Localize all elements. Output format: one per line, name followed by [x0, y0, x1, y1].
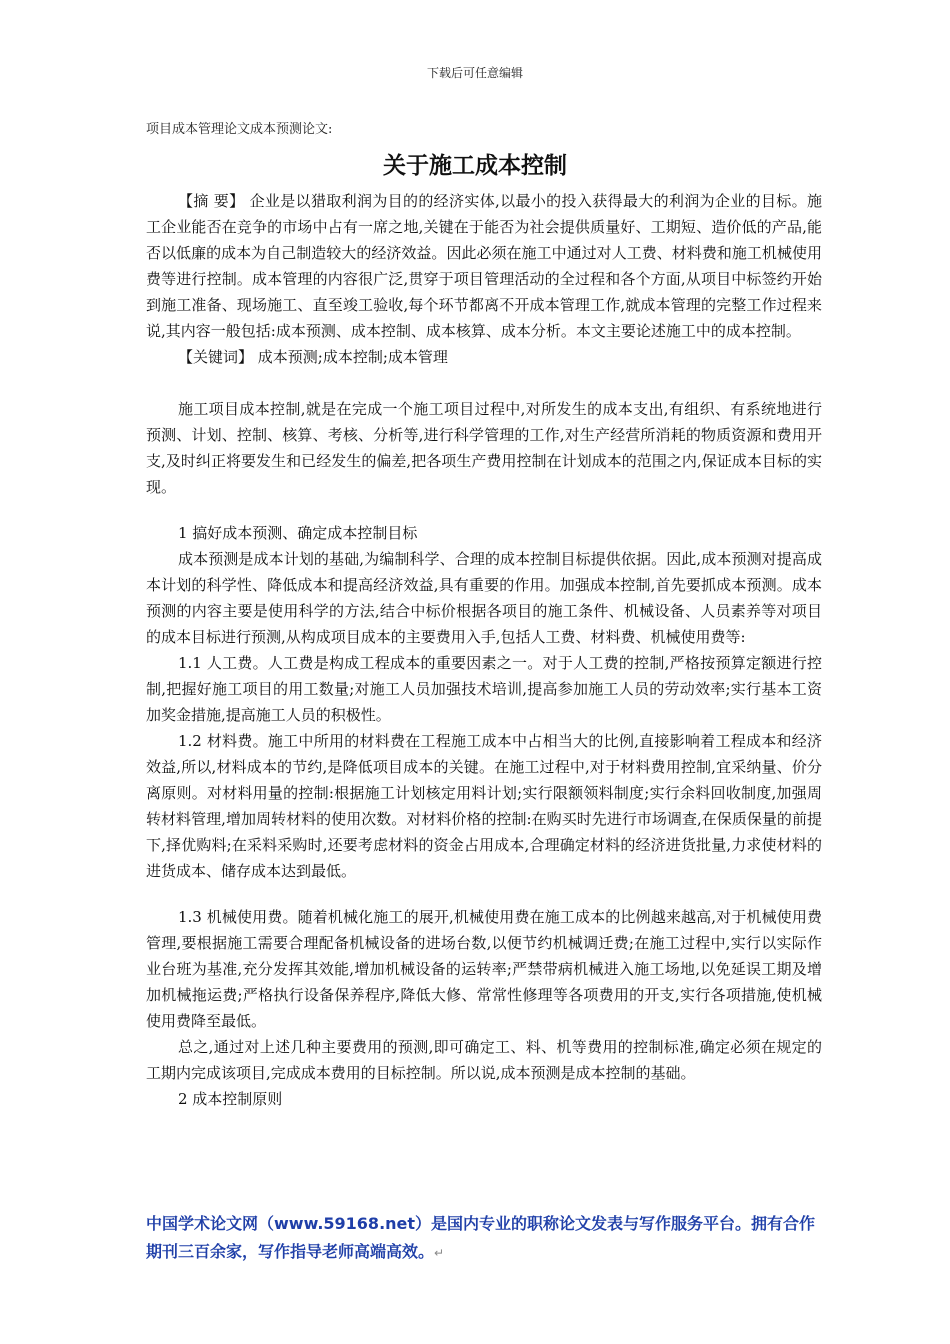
section2-heading: 2 成本控制原则 — [178, 1090, 283, 1108]
abstract-paragraph — [146, 188, 822, 344]
footer-ad — [146, 1210, 822, 1267]
abstract-label: 【摘 要】 — [178, 192, 245, 210]
summary-paragraph: 总之,通过对上述几种主要费用的预测,即可确定工、料、机等费用的控制标准,确定必须在规定的工期内完成该项目,完成成本费用的目标控制。所以说,成本预测是成本控制的基础。 — [146, 1038, 822, 1082]
section1-3-paragraph: 1.3 机械使用费。随着机械化施工的展开,机械使用费在施工成本的比例越来越高,对于机械使用费管理,要根据施工需要合理配备机械设备的进场台数,以便节约机械调迁费;在施工过程中,实行以实际作业台班为基准,充分发挥其效能,增加机械设备的运转率;严禁带病机械进入施工场地,以免延误工期及增加机械拖运费;严格执行设备保养程序,降低大修、常常性修理等各项费用的开支,实行各项措施,使机械使用费降至最低。 — [146, 908, 822, 1030]
intro-paragraph: 施工项目成本控制,就是在完成一个施工项目过程中,对所发生的成本支出,有组织、有系统地进行预测、计划、控制、核算、考核、分析等,进行科学管理的工作,对生产经营所消耗的物质资源和费用开支,及时纠正将要发生和已经发生的偏差,把各项生产费用控制在计划成本的范围之内,保证成本目标的实现。 — [146, 400, 822, 496]
section1-2-paragraph: 1.2 材料费。施工中所用的材料费在工程施工成本中占相当大的比例,直接影响着工程成本和经济效益,所以,材料成本的节约,是降低项目成本的关键。在施工过程中,对于材料费用控制,宜采纳量、价分离原则。对材料用量的控制:根据施工计划核定用料计划;实行限额领料制度;实行余料回收制度,加强周转材料管理,增加周转材料的使用次数。对材料价格的控制:在购买时先进行市场调查,在保质保量的前提下,择优购料;在采料采购时,还要考虑材料的资金占用成本,合理确定材料的经济进货批量,力求使材料的进货成本、储存成本达到最低。 — [146, 732, 822, 880]
abstract-text: 企业是以猎取利润为目的的经济实体,以最小的投入获得最大的利润为企业的目标。施工企业能否在竞争的市场中占有一席之地,关键在于能否为社会提供质量好、工期短、造价低的产品,能否以低廉的成本为自己制造较大的经济效益。因此必须在施工中通过对人工费、材料费和施工机械使用费等进行控制。成本管理的内容很广泛,贯穿于项目管理活动的全过程和各个方面,从项目中标签约开始到施工准备、现场施工、直至竣工验收,每个环节都离不开成本管理工作,就成本管理的完整工作过程来说,其内容一般包括:成本预测、成本控制、成本核算、成本分析。本文主要论述施工中的成本控制。 — [146, 192, 822, 340]
footer-text: 中国学术论文网（www.59168.net）是国内专业的职称论文发表与写作服务平台。拥有合作期刊三百余家，写作指导老师高端高效。 — [146, 1214, 816, 1261]
header-note: 下载后可任意编辑 — [426, 66, 523, 80]
document-body — [146, 188, 822, 1112]
keywords-label: 【关键词】 — [178, 348, 254, 366]
section1-paragraph: 成本预测是成本计划的基础,为编制科学、合理的成本控制目标提供依据。因此,成本预测对提高成本计划的科学性、降低成本和提高经济效益,具有重要的作用。加强成本控制,首先要抓成本预测。成本预测的内容主要是使用科学的方法,结合中标价根据各项目的施工条件、机械设备、人员素养等对项目的成本目标进行预测,从构成项目成本的主要费用入手,包括人工费、材料费、机械使用费等: — [146, 550, 822, 646]
keywords-text: 成本预测;成本控制;成本管理 — [257, 348, 448, 366]
subject-line: 项目成本管理论文成本预测论文: — [146, 122, 333, 137]
page-title: 关于施工成本控制 — [383, 153, 567, 179]
return-mark-icon: ↵ — [434, 1246, 445, 1260]
section1-1-paragraph: 1.1 人工费。人工费是构成工程成本的重要因素之一。对于人工费的控制,严格按预算定额进行控制,把握好施工项目的用工数量;对施工人员加强技术培训,提高参加施工人员的劳动效率;实行基本工资加奖金措施,提高施工人员的积极性。 — [146, 654, 822, 724]
section1-heading: 1 搞好成本预测、确定成本控制目标 — [178, 524, 418, 542]
keywords-paragraph — [146, 344, 822, 370]
